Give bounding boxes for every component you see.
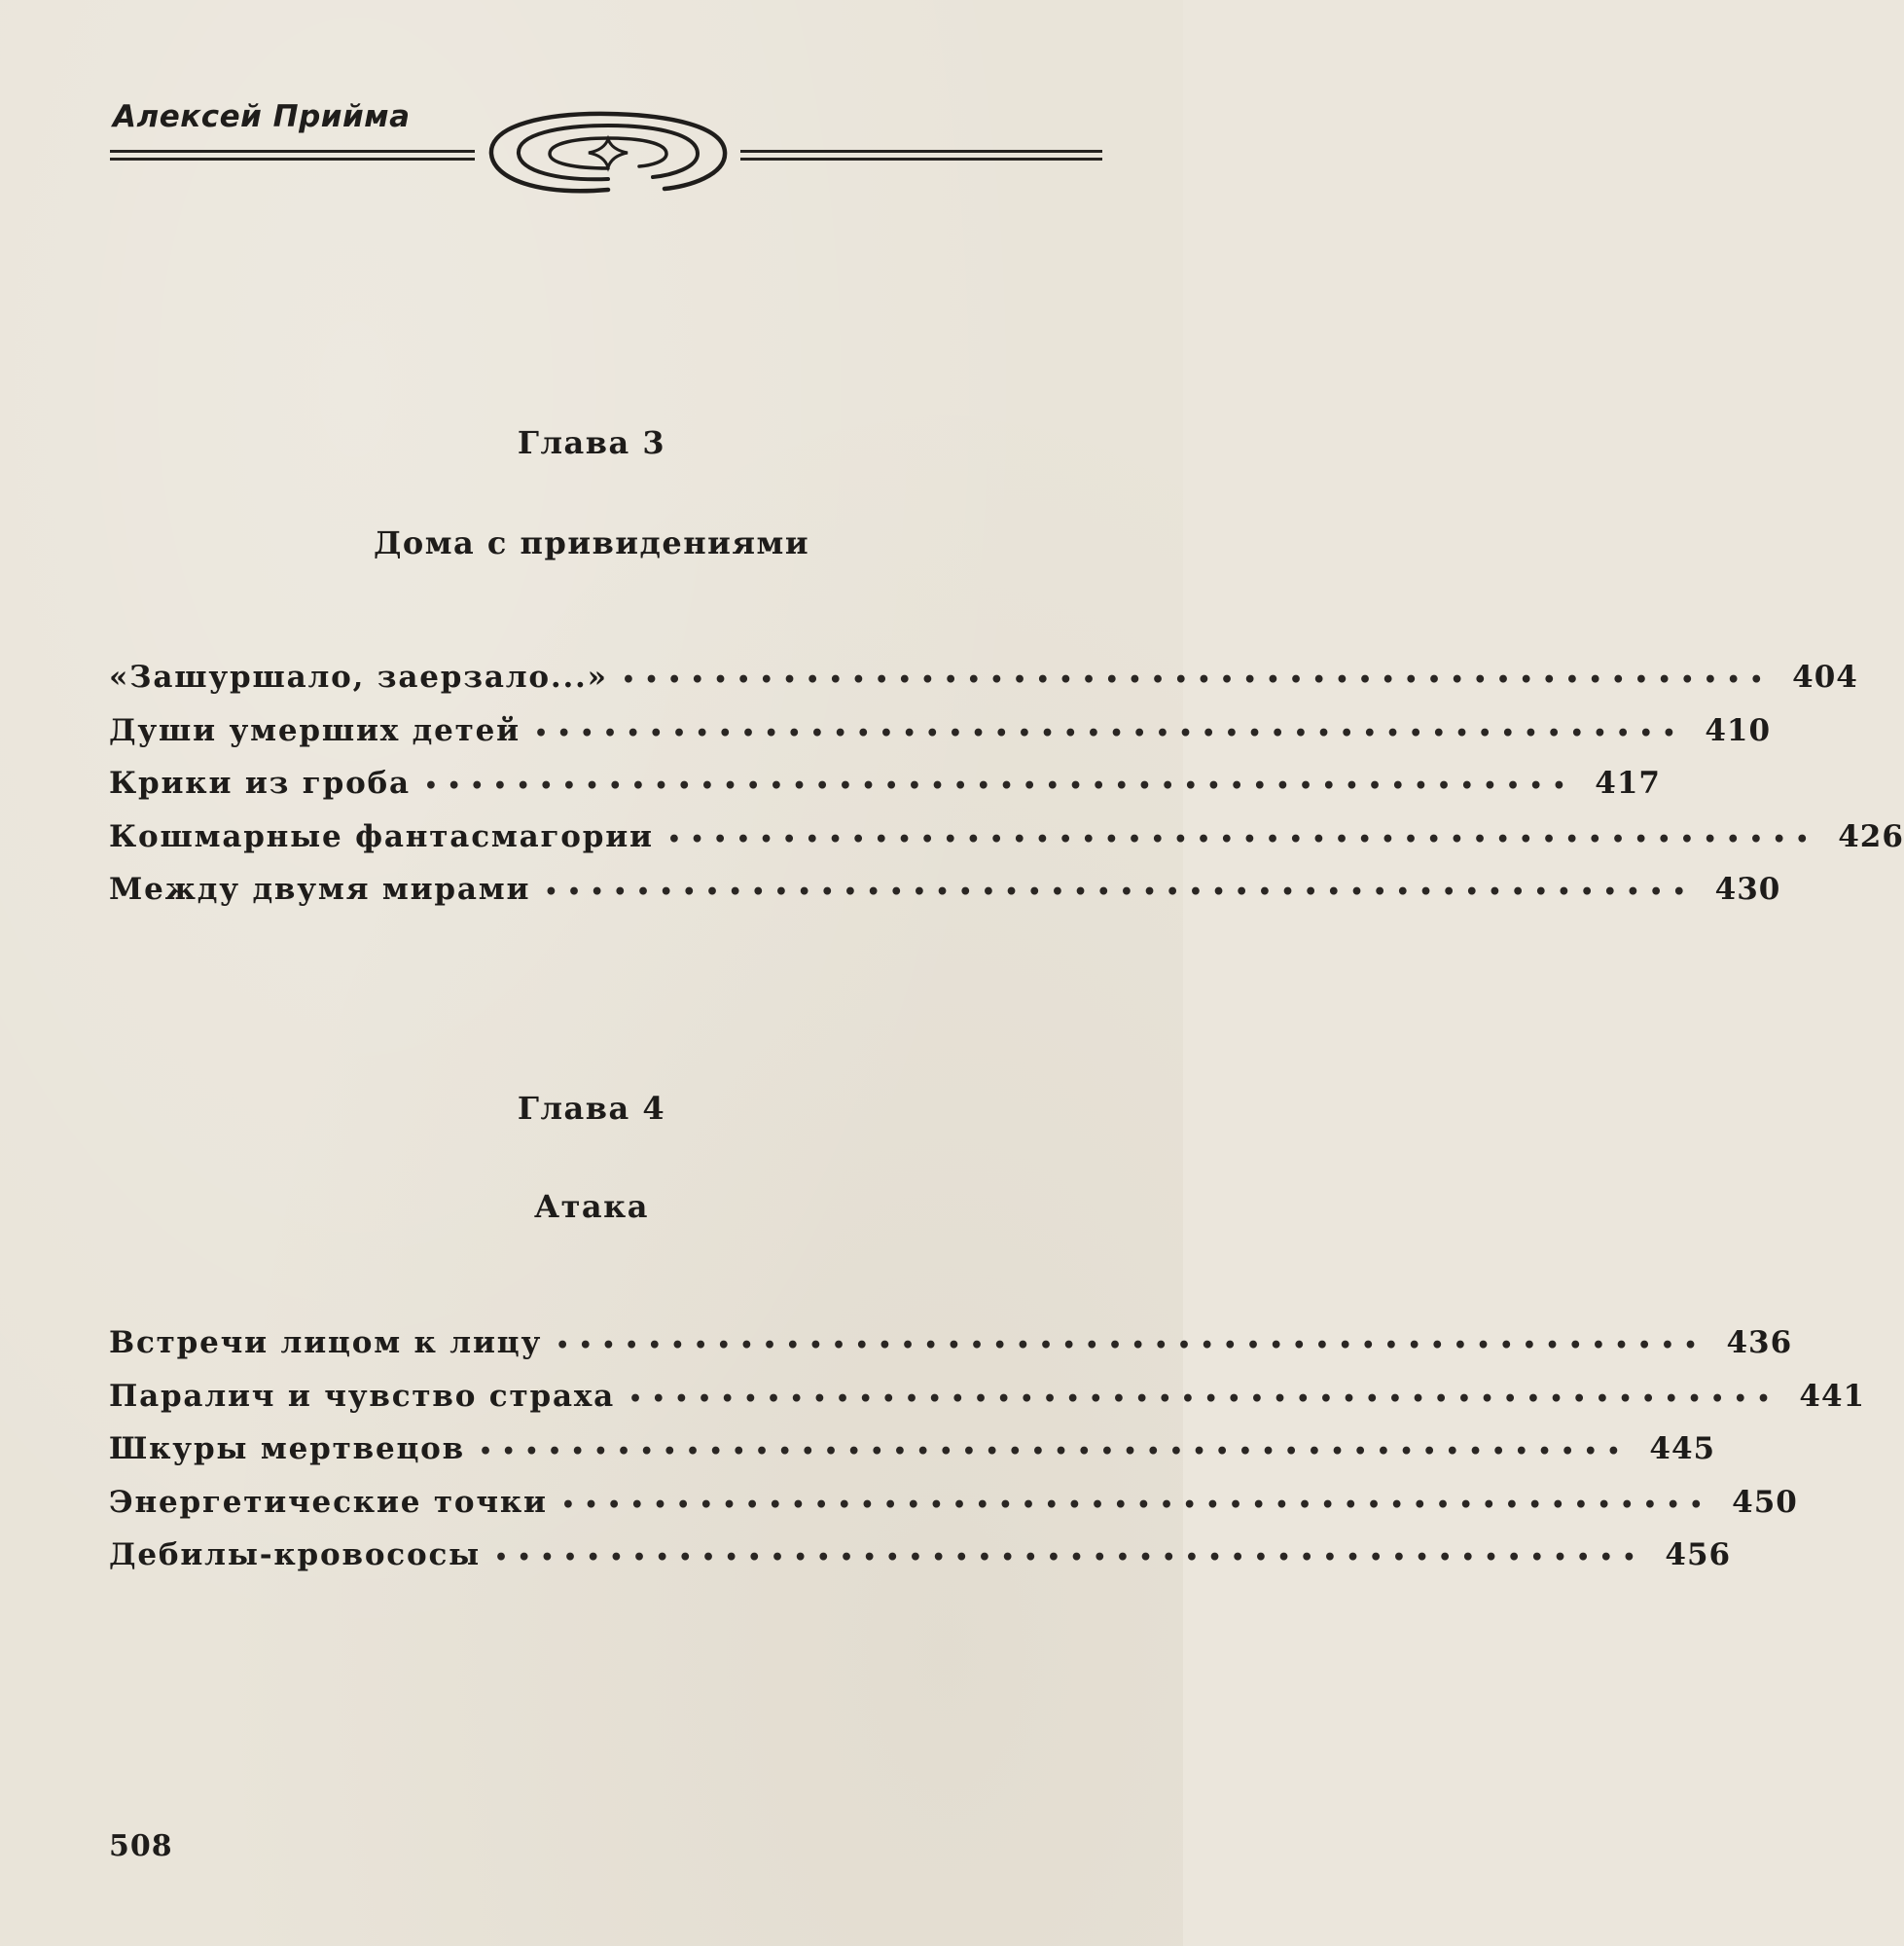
toc-list-chapter-3 [109,660,1904,925]
toc-entry[interactable] [109,712,1772,767]
toc-entry-page: 410 [1705,712,1772,748]
dot-leader: •••••••••••••••••••••••••••••••••••••••••••••••••• [560,1492,1712,1518]
dot-leader: •••••••••••••••••••••••••••••••••••••••••••••••••• [533,720,1686,746]
toc-entry[interactable] [109,766,1661,819]
dot-leader: •••••••••••••••••••••••••••••••••••••••••••••••••• [423,774,1575,799]
toc-entry-page: 445 [1649,1431,1716,1466]
dot-leader: •••••••••••••••••••••••••••••••••••••••••••••••••• [479,1439,1631,1464]
chapter-title: Атака [534,1188,649,1225]
toc-entry[interactable] [109,1325,1793,1379]
toc-entry-title: Души умерших детей [109,712,521,748]
dot-leader: •••••••••••••••••••••••••••••••••••••••••••••••••• [544,880,1696,905]
star-icon [589,139,628,167]
toc-entry-page: 417 [1595,766,1661,801]
header-rule-left [110,158,475,161]
header-rule-right [740,158,1102,161]
chapter-heading: Глава 4 [517,1090,666,1127]
toc-list-chapter-4 [109,1325,1866,1591]
chapter-heading: Глава 3 [517,424,666,461]
toc-entry-title: Дебилы-кровососы [109,1537,482,1572]
toc-entry-page: 441 [1799,1378,1866,1414]
dot-leader: •••••••••••••••••••••••••••••••••••••••••••••••••• [666,826,1818,852]
spiral-star-ornament-icon [480,103,736,204]
toc-entry-page: 404 [1792,660,1858,695]
toc-entry[interactable] [109,1537,1732,1591]
toc-entry-title: Крики из гроба [109,766,411,801]
toc-entry-page: 456 [1665,1537,1732,1572]
header-rule-left [110,150,475,153]
toc-entry-page: 450 [1732,1484,1798,1520]
toc-entry-title: Между двумя мирами [109,872,531,907]
dot-leader: •••••••••••••••••••••••••••••••••••••••••••••••••• [621,667,1773,693]
header-author: Алексей Прийма [113,99,411,134]
toc-entry[interactable] [109,872,1781,925]
toc-entry[interactable] [109,660,1858,713]
toc-entry-title: Шкуры мертвецов [109,1431,466,1466]
toc-entry[interactable] [109,1484,1798,1538]
toc-entry[interactable] [109,818,1904,873]
header-rule-right [740,150,1102,153]
toc-entry-page: 430 [1714,872,1781,907]
toc-entry-title: Паралич и чувство страха [109,1378,616,1414]
toc-entry[interactable] [109,1378,1866,1432]
toc-entry-title: Энергетические точки [109,1484,548,1520]
toc-entry[interactable] [109,1431,1716,1485]
toc-entry-title: Встречи лицом к лицу [109,1325,543,1360]
chapter-title: Дома с привидениями [373,524,810,561]
toc-entry-title: Кошмарные фантасмагории [109,818,654,854]
dot-leader: •••••••••••••••••••••••••••••••••••••••••••••••••• [494,1545,1646,1570]
dot-leader: •••••••••••••••••••••••••••••••••••••••••••••••••• [556,1333,1707,1358]
toc-entry-title: «Зашуршало, заерзало...» [109,660,608,695]
dot-leader: •••••••••••••••••••••••••••••••••••••••••••••••••• [629,1386,1780,1412]
toc-entry-page: 426 [1838,818,1904,854]
page-number: 508 [109,1829,173,1863]
running-header [110,93,1102,210]
toc-entry-page: 436 [1726,1325,1793,1360]
